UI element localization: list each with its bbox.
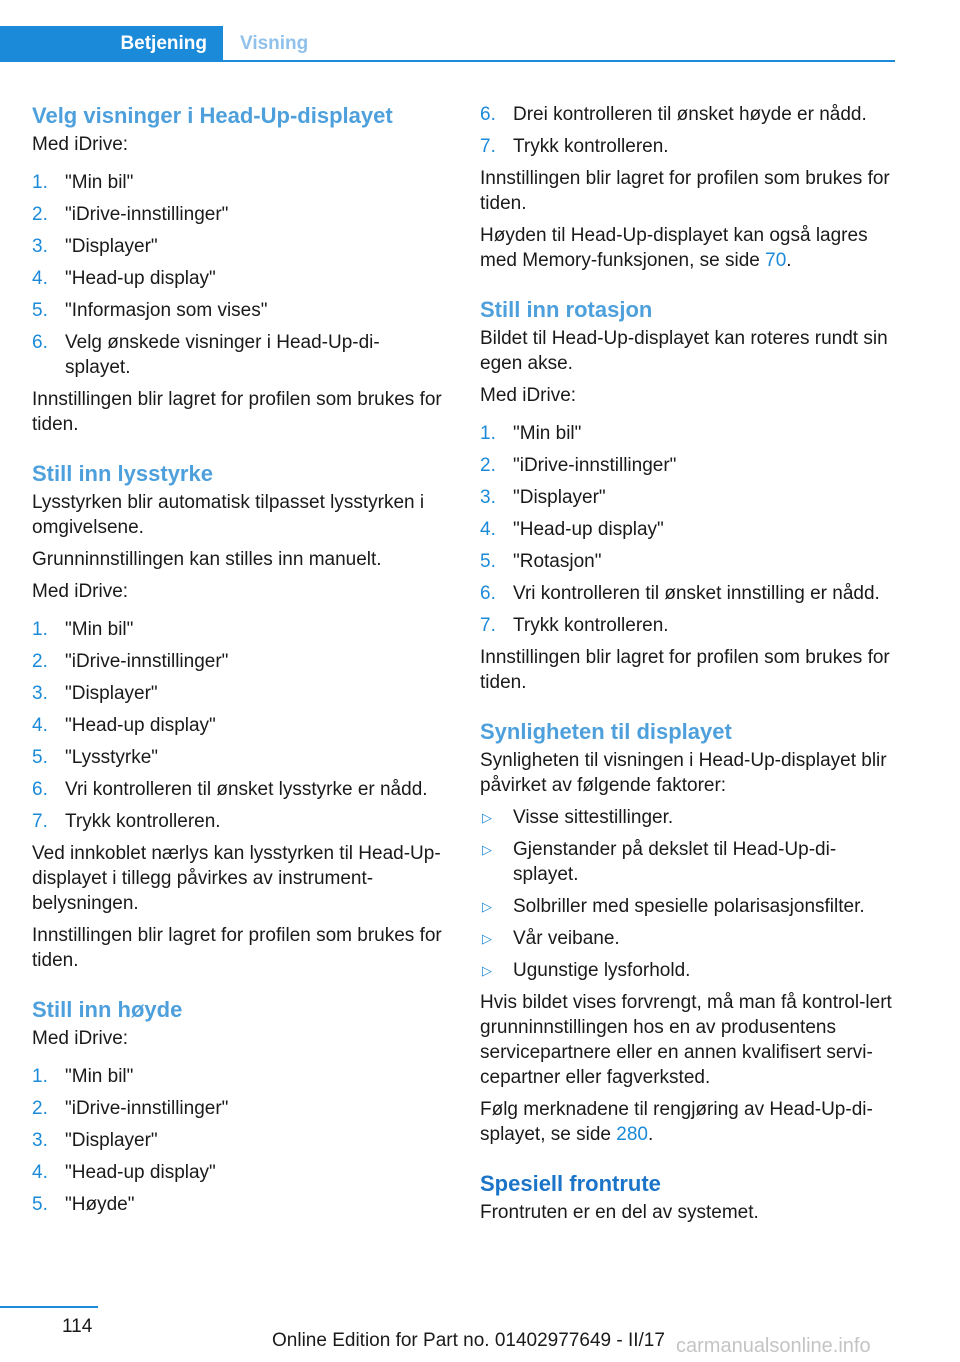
header-divider bbox=[0, 60, 895, 62]
tab-visning[interactable]: Visning bbox=[240, 33, 309, 54]
section-rotation bbox=[480, 294, 898, 695]
footer-divider bbox=[0, 1306, 98, 1308]
steps-list-select-views bbox=[32, 170, 450, 380]
list-item bbox=[480, 102, 898, 127]
list-item bbox=[32, 713, 450, 738]
edition-text: Online Edition for Part no. 01402977649 - II/17 bbox=[272, 1330, 665, 1351]
section-title-height: Still inn høyde bbox=[32, 997, 183, 1022]
list-item bbox=[32, 745, 450, 770]
step-text: "iDrive-innstillinger" bbox=[65, 1098, 229, 1119]
tab-betjening[interactable]: Betjening bbox=[0, 26, 223, 61]
list-item bbox=[480, 837, 898, 887]
step-text: "Høyde" bbox=[65, 1194, 135, 1215]
step-number: 2. bbox=[32, 1098, 48, 1119]
list-item bbox=[32, 1192, 450, 1217]
right-column bbox=[480, 100, 898, 1225]
step-text: "Head-up display" bbox=[65, 1162, 216, 1183]
step-text: "Displayer" bbox=[65, 236, 158, 257]
bullet-text: Ugunstige lysforhold. bbox=[513, 960, 691, 981]
section-intro: Med iDrive: bbox=[32, 581, 129, 602]
step-number: 4. bbox=[480, 519, 496, 540]
steps-list-brightness bbox=[32, 617, 450, 834]
watermark: carmanualsonline.info bbox=[676, 1335, 871, 1357]
section-height bbox=[32, 994, 450, 1217]
step-number: 2. bbox=[480, 455, 496, 476]
list-item bbox=[32, 202, 450, 227]
list-item bbox=[32, 617, 450, 642]
list-item bbox=[480, 958, 898, 983]
section-paragraph: Frontruten er en del av systemet. bbox=[480, 1202, 759, 1223]
step-text: "Min bil" bbox=[65, 1066, 134, 1087]
list-item bbox=[32, 681, 450, 706]
section-title-select-views: Velg visninger i Head-Up-displayet bbox=[32, 103, 393, 128]
step-number: 3. bbox=[32, 683, 48, 704]
page-link-70[interactable]: 70 bbox=[765, 250, 787, 271]
step-text: "Rotasjon" bbox=[513, 551, 602, 572]
step-text: "iDrive-innstillinger" bbox=[65, 204, 229, 225]
step-number: 6. bbox=[32, 332, 48, 353]
text-part: Følg merknadene til rengjøring av Head-Up-di-splayet, se side bbox=[480, 1099, 873, 1145]
step-text: Trykk kontrolleren. bbox=[65, 811, 221, 832]
list-item bbox=[480, 134, 898, 159]
section-title-windshield: Spesiell frontrute bbox=[480, 1171, 661, 1196]
list-item bbox=[32, 1064, 450, 1089]
list-item bbox=[32, 1160, 450, 1185]
section-paragraph: Bildet til Head-Up-displayet kan roteres rundt sin egen akse. bbox=[480, 328, 888, 374]
step-number: 3. bbox=[480, 487, 496, 508]
section-note-cleaning bbox=[480, 1097, 898, 1147]
step-number: 7. bbox=[480, 615, 496, 636]
step-number: 7. bbox=[480, 136, 496, 157]
list-item bbox=[480, 421, 898, 446]
list-item bbox=[480, 549, 898, 574]
step-text: "Head-up display" bbox=[513, 519, 664, 540]
step-number: 3. bbox=[32, 236, 48, 257]
section-intro: Med iDrive: bbox=[32, 1028, 129, 1049]
step-number: 1. bbox=[32, 619, 48, 640]
section-note: Innstillingen blir lagret for profilen som brukes for tiden. bbox=[480, 168, 890, 214]
list-item bbox=[32, 1128, 450, 1153]
step-text: Vri kontrolleren til ønsket innstilling er nådd. bbox=[513, 583, 880, 604]
step-number: 5. bbox=[32, 747, 48, 768]
list-item bbox=[480, 485, 898, 510]
triangle-bullet-icon: ▷ bbox=[482, 810, 492, 825]
section-paragraph: Synligheten til visningen i Head-Up-displayet blir påvirket av følgende faktorer: bbox=[480, 750, 887, 796]
section-visibility bbox=[480, 716, 898, 1147]
step-text: "Informasjon som vises" bbox=[65, 300, 268, 321]
list-item bbox=[480, 926, 898, 951]
step-number: 6. bbox=[480, 104, 496, 125]
list-item bbox=[32, 298, 450, 323]
section-title-rotation: Still inn rotasjon bbox=[480, 297, 653, 322]
section-note: Innstillingen blir lagret for profilen som brukes for tiden. bbox=[480, 647, 890, 693]
list-item bbox=[32, 1096, 450, 1121]
step-text: "Head-up display" bbox=[65, 715, 216, 736]
list-item bbox=[480, 894, 898, 919]
step-number: 1. bbox=[32, 1066, 48, 1087]
list-item bbox=[32, 234, 450, 259]
page-header bbox=[0, 0, 960, 62]
step-number: 1. bbox=[32, 172, 48, 193]
section-paragraph: Grunninnstillingen kan stilles inn manuelt. bbox=[32, 549, 382, 570]
step-number: 2. bbox=[32, 651, 48, 672]
step-number: 2. bbox=[32, 204, 48, 225]
step-number: 5. bbox=[480, 551, 496, 572]
section-note: Ved innkoblet nærlys kan lysstyrken til Head-Up-displayet i tillegg påvirkes av instrument-belysningen. bbox=[32, 843, 441, 914]
step-text: Velg ønskede visninger i Head-Up-di- splayet. bbox=[65, 332, 380, 378]
page-number: 114 bbox=[62, 1316, 93, 1337]
list-item bbox=[480, 517, 898, 542]
section-note: Innstillingen blir lagret for profilen som brukes for tiden. bbox=[32, 925, 442, 971]
section-paragraph: Lysstyrken blir automatisk tilpasset lysstyrken i omgivelsene. bbox=[32, 492, 425, 538]
section-intro: Med iDrive: bbox=[32, 134, 129, 155]
step-text: "Min bil" bbox=[513, 423, 582, 444]
bullet-text: Gjenstander på dekslet til Head-Up-di- splayet. bbox=[513, 839, 837, 885]
page-link-280[interactable]: 280 bbox=[616, 1124, 648, 1145]
bullet-text: Solbriller med spesielle polarisasjonsfilter. bbox=[513, 896, 865, 917]
step-text: Trykk kontrolleren. bbox=[513, 615, 669, 636]
step-number: 6. bbox=[32, 779, 48, 800]
steps-list-height-cont bbox=[480, 102, 898, 159]
step-number: 5. bbox=[32, 1194, 48, 1215]
step-text: "Head-up display" bbox=[65, 268, 216, 289]
list-item bbox=[480, 805, 898, 830]
triangle-bullet-icon: ▷ bbox=[482, 899, 492, 914]
list-item bbox=[480, 581, 898, 606]
step-text: "Displayer" bbox=[65, 683, 158, 704]
step-text: "iDrive-innstillinger" bbox=[65, 651, 229, 672]
section-title-visibility: Synligheten til displayet bbox=[480, 719, 732, 744]
step-text: Vri kontrolleren til ønsket lysstyrke er nådd. bbox=[65, 779, 428, 800]
bullet-text: Vår veibane. bbox=[513, 928, 620, 949]
list-item bbox=[480, 613, 898, 638]
text-part: . bbox=[647, 1124, 654, 1145]
step-text: Trykk kontrolleren. bbox=[513, 136, 669, 157]
list-item bbox=[32, 266, 450, 291]
section-brightness bbox=[32, 458, 450, 973]
list-item bbox=[32, 777, 450, 802]
section-title-brightness: Still inn lysstyrke bbox=[32, 461, 213, 486]
step-number: 7. bbox=[32, 811, 48, 832]
list-item bbox=[32, 649, 450, 674]
step-number: 3. bbox=[32, 1130, 48, 1151]
step-number: 6. bbox=[480, 583, 496, 604]
triangle-bullet-icon: ▷ bbox=[482, 931, 492, 946]
section-note: Innstillingen blir lagret for profilen som brukes for tiden. bbox=[32, 389, 442, 435]
step-number: 4. bbox=[32, 1162, 48, 1183]
triangle-bullet-icon: ▷ bbox=[482, 963, 492, 978]
section-paragraph: Hvis bildet vises forvrengt, må man få kontrol-lert grunninnstillingen hos en av produsentens servicepartnere eller en annen kvalifisert servi-cepartner eller fagverksted. bbox=[480, 992, 892, 1088]
left-column bbox=[32, 100, 450, 1224]
steps-list-height bbox=[32, 1064, 450, 1217]
bullet-text: Visse sittestillinger. bbox=[513, 807, 674, 828]
step-text: "Lysstyrke" bbox=[65, 747, 159, 768]
section-intro: Med iDrive: bbox=[480, 385, 577, 406]
steps-list-rotation bbox=[480, 421, 898, 638]
list-item bbox=[32, 809, 450, 834]
step-text: "iDrive-innstillinger" bbox=[513, 455, 677, 476]
step-number: 4. bbox=[32, 715, 48, 736]
step-text: "Displayer" bbox=[513, 487, 606, 508]
step-text: "Displayer" bbox=[65, 1130, 158, 1151]
text-part: . bbox=[786, 250, 792, 271]
step-text: "Min bil" bbox=[65, 619, 134, 640]
section-windshield bbox=[480, 1168, 898, 1225]
step-text: Drei kontrolleren til ønsket høyde er nådd. bbox=[513, 104, 867, 125]
step-number: 5. bbox=[32, 300, 48, 321]
step-number: 4. bbox=[32, 268, 48, 289]
section-note-memory bbox=[480, 223, 898, 273]
text-part: Høyden til Head-Up-displayet kan også lagres med Memory-funksjonen, se side bbox=[480, 225, 868, 271]
list-item bbox=[32, 170, 450, 195]
triangle-bullet-icon: ▷ bbox=[482, 842, 492, 857]
bullet-list-factors bbox=[480, 805, 898, 983]
list-item bbox=[480, 453, 898, 478]
step-text: "Min bil" bbox=[65, 172, 134, 193]
step-number: 1. bbox=[480, 423, 496, 444]
list-item bbox=[32, 330, 450, 380]
